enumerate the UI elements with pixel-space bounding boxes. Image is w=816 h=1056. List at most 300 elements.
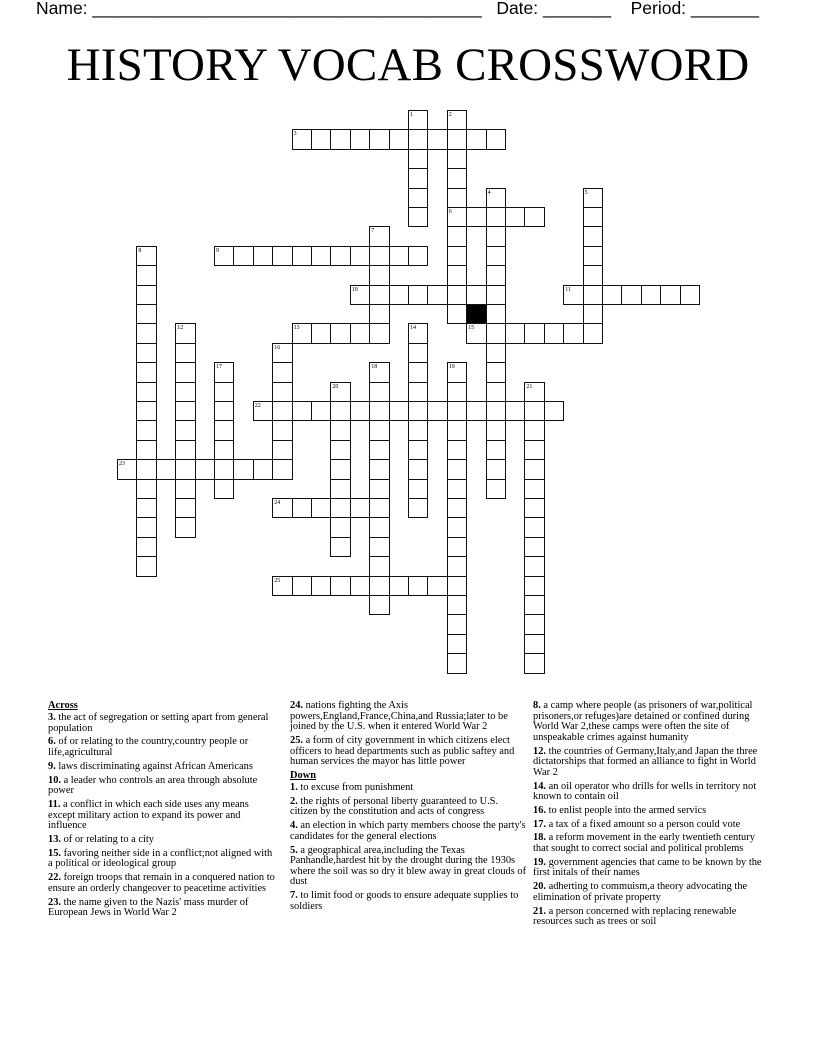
grid-cell[interactable]	[486, 129, 506, 149]
grid-cell[interactable]	[311, 246, 331, 266]
grid-cell[interactable]	[524, 653, 544, 673]
grid-cell[interactable]	[447, 498, 467, 518]
grid-cell[interactable]	[136, 479, 156, 499]
grid-cell[interactable]	[524, 420, 544, 440]
grid-cell[interactable]	[369, 226, 389, 246]
grid-cell[interactable]	[486, 362, 506, 382]
grid-cell[interactable]	[447, 149, 467, 169]
grid-cell[interactable]	[350, 401, 370, 421]
clue-number: 13	[293, 325, 300, 332]
name-field[interactable]: Name: ________________________________________	[36, 0, 482, 18]
grid-cell[interactable]	[272, 246, 292, 266]
down-clue	[533, 782, 769, 803]
grid-cell[interactable]	[486, 323, 506, 343]
grid-cell[interactable]	[680, 285, 700, 305]
grid-cell[interactable]	[583, 323, 603, 343]
grid-cell[interactable]	[175, 420, 195, 440]
grid-cell[interactable]	[408, 479, 428, 499]
grid-cell[interactable]	[330, 323, 350, 343]
grid-cell[interactable]	[447, 653, 467, 673]
grid-cell[interactable]	[486, 304, 506, 324]
clue-text: the act of segregation or setting apart from general population	[48, 712, 269, 734]
grid-cell[interactable]	[330, 498, 350, 518]
grid-cell[interactable]	[175, 440, 195, 460]
grid-cell[interactable]	[524, 207, 544, 227]
grid-cell[interactable]	[175, 382, 195, 402]
grid-cell[interactable]	[292, 401, 312, 421]
grid-cell[interactable]	[486, 401, 506, 421]
clue-number: 17	[216, 364, 222, 371]
clue-number-label: 23.	[48, 896, 61, 908]
grid-cell[interactable]	[350, 323, 370, 343]
grid-cell[interactable]	[486, 459, 506, 479]
clue-number-label: 21.	[533, 905, 546, 917]
grid-cell[interactable]	[292, 129, 312, 149]
clue-number-label: 10.	[48, 774, 61, 786]
across-clue	[48, 849, 276, 870]
clue-number-label: 18.	[533, 832, 546, 844]
clue-number-label: 22.	[48, 872, 61, 884]
grid-cell[interactable]	[447, 440, 467, 460]
grid-cell[interactable]	[408, 129, 428, 149]
grid-cell[interactable]	[447, 168, 467, 188]
clue-number: 9	[216, 247, 219, 254]
grid-cell[interactable]	[408, 149, 428, 169]
grid-cell[interactable]	[350, 576, 370, 596]
grid-cell[interactable]	[369, 440, 389, 460]
grid-cell[interactable]	[447, 207, 467, 227]
grid-cell[interactable]	[408, 246, 428, 266]
clue-number-label: 9.	[48, 760, 56, 772]
grid-cell[interactable]	[175, 517, 195, 537]
grid-cell[interactable]	[524, 576, 544, 596]
grid-cell[interactable]	[408, 459, 428, 479]
grid-cell[interactable]	[486, 420, 506, 440]
black-cell	[466, 304, 486, 324]
grid-cell[interactable]	[486, 226, 506, 246]
clue-number: 4	[487, 189, 491, 196]
grid-cell[interactable]	[136, 265, 156, 285]
clue-text: government agencies that came to be known by the first initals of their names	[533, 856, 762, 879]
grid-cell[interactable]	[466, 207, 486, 227]
grid-cell[interactable]	[369, 576, 389, 596]
across-clue	[48, 800, 276, 832]
grid-cell[interactable]	[583, 226, 603, 246]
grid-cell[interactable]	[447, 420, 467, 440]
across-clue	[48, 898, 276, 919]
clue-number: 21	[526, 383, 533, 390]
grid-cell[interactable]	[408, 498, 428, 518]
across-clue	[48, 713, 276, 734]
grid-cell[interactable]	[621, 285, 641, 305]
grid-cell[interactable]	[408, 382, 428, 402]
grid-cell[interactable]	[369, 420, 389, 440]
clue-text: a person concerned with replacing renewable resources such as trees or soil	[533, 905, 737, 928]
clue-number: 5	[584, 189, 588, 196]
grid-cell[interactable]	[427, 576, 447, 596]
grid-cell[interactable]	[583, 246, 603, 266]
grid-cell[interactable]	[524, 634, 544, 654]
grid-cell[interactable]	[292, 323, 312, 343]
grid-cell[interactable]	[583, 188, 603, 208]
clue-number-label: 3.	[48, 712, 56, 724]
grid-cell[interactable]	[447, 459, 467, 479]
grid-cell[interactable]	[447, 362, 467, 382]
grid-cell[interactable]	[214, 440, 234, 460]
grid-cell[interactable]	[369, 517, 389, 537]
grid-cell[interactable]	[311, 498, 331, 518]
grid-cell[interactable]	[311, 323, 331, 343]
grid-cell[interactable]	[369, 459, 389, 479]
date-field[interactable]: Date: _______	[496, 0, 612, 18]
clue-text: foreign troops that remain in a conquered nation to ensure an orderly changeover to peacetime activities	[48, 872, 275, 894]
across-clue	[48, 762, 276, 773]
clue-text: the name given to the Nazis' mass murder of European Jews in World War 2	[48, 896, 249, 919]
grid-cell[interactable]	[447, 304, 467, 324]
grid-cell[interactable]	[408, 440, 428, 460]
grid-cell[interactable]	[524, 614, 544, 634]
grid-cell[interactable]	[447, 614, 467, 634]
clue-text: an oil operator who drills for wells in territory not known to contain oil	[533, 780, 757, 803]
clue-number: 25	[274, 577, 281, 584]
grid-cell[interactable]	[583, 265, 603, 285]
grid-cell[interactable]	[330, 479, 350, 499]
grid-cell[interactable]	[369, 595, 389, 615]
grid-cell[interactable]	[330, 129, 350, 149]
down-clue	[290, 891, 528, 912]
grid-cell[interactable]	[524, 479, 544, 499]
grid-cell[interactable]	[136, 323, 156, 343]
clue-number: 15	[468, 325, 475, 332]
clue-text: favoring neither side in a conflict;not aligned with a political or ideological group	[48, 847, 273, 870]
grid-cell[interactable]	[524, 401, 544, 421]
grid-cell[interactable]	[486, 246, 506, 266]
clue-text: to excuse from punishment	[297, 782, 414, 794]
grid-cell[interactable]	[311, 129, 331, 149]
clue-number-label: 7.	[290, 890, 298, 902]
grid-cell[interactable]	[486, 188, 506, 208]
clue-text: nations fighting the Axis powers,England,France,China,and Russia;later to be joined by the U.S. when it entered World War 2	[290, 700, 508, 733]
clue-number: 3	[293, 131, 297, 138]
grid-cell[interactable]	[447, 595, 467, 615]
grid-cell[interactable]	[408, 207, 428, 227]
grid-cell[interactable]	[214, 479, 234, 499]
grid-cell[interactable]	[389, 401, 409, 421]
period-field[interactable]: Period: _______	[630, 0, 760, 18]
down-heading: Down	[290, 769, 316, 781]
grid-cell[interactable]	[447, 382, 467, 402]
grid-cell[interactable]	[350, 129, 370, 149]
grid-cell[interactable]	[408, 420, 428, 440]
grid-cell[interactable]	[350, 285, 370, 305]
clue-number-label: 4.	[290, 820, 298, 832]
grid-cell[interactable]	[486, 343, 506, 363]
clue-text: the countries of Germany,Italy,and Japan the three dictatorships that formed an alliance to fight in World War 2	[533, 745, 758, 778]
grid-cell[interactable]	[330, 246, 350, 266]
grid-cell[interactable]	[447, 537, 467, 557]
grid-cell[interactable]	[447, 517, 467, 537]
grid-cell[interactable]	[292, 576, 312, 596]
grid-cell[interactable]	[524, 517, 544, 537]
grid-cell[interactable]	[117, 459, 137, 479]
grid-cell[interactable]	[583, 207, 603, 227]
clue-number: 7	[371, 228, 375, 235]
grid-cell[interactable]	[136, 362, 156, 382]
grid-cell[interactable]	[369, 129, 389, 149]
clue-number-label: 11.	[48, 799, 61, 810]
grid-cell[interactable]	[272, 459, 292, 479]
grid-cell[interactable]	[524, 556, 544, 576]
grid-cell[interactable]	[524, 459, 544, 479]
grid-cell[interactable]	[524, 537, 544, 557]
grid-cell[interactable]	[447, 576, 467, 596]
grid-cell[interactable]	[505, 401, 525, 421]
grid-cell[interactable]	[214, 459, 234, 479]
grid-cell[interactable]	[214, 246, 234, 266]
grid-cell[interactable]	[544, 401, 564, 421]
grid-cell[interactable]	[272, 420, 292, 440]
grid-cell[interactable]	[505, 323, 525, 343]
clue-number-label: 14.	[533, 780, 546, 792]
grid-cell[interactable]	[272, 576, 292, 596]
clue-number: 10	[351, 286, 358, 293]
grid-cell[interactable]	[136, 304, 156, 324]
grid-cell[interactable]	[447, 226, 467, 246]
grid-cell[interactable]	[447, 110, 467, 130]
grid-cell[interactable]	[408, 168, 428, 188]
grid-cell[interactable]	[369, 479, 389, 499]
grid-cell[interactable]	[583, 304, 603, 324]
grid-cell[interactable]	[447, 634, 467, 654]
clue-number: 12	[177, 325, 184, 332]
grid-cell[interactable]	[272, 382, 292, 402]
clue-number-label: 5.	[290, 844, 298, 856]
grid-cell[interactable]	[175, 498, 195, 518]
clue-number-label: 16.	[533, 804, 546, 816]
grid-cell[interactable]	[369, 382, 389, 402]
grid-cell[interactable]	[369, 498, 389, 518]
grid-cell[interactable]	[486, 285, 506, 305]
grid-cell[interactable]	[136, 343, 156, 363]
grid-cell[interactable]	[311, 401, 331, 421]
grid-cell[interactable]	[214, 420, 234, 440]
grid-cell[interactable]	[175, 479, 195, 499]
grid-cell[interactable]	[641, 285, 661, 305]
grid-cell[interactable]	[369, 401, 389, 421]
grid-cell[interactable]	[427, 285, 447, 305]
grid-cell[interactable]	[272, 343, 292, 363]
grid-cell[interactable]	[524, 498, 544, 518]
grid-cell[interactable]	[466, 323, 486, 343]
grid-cell[interactable]	[389, 285, 409, 305]
grid-cell[interactable]	[136, 498, 156, 518]
clue-text: to limit food or goods to ensure adequate supplies to soldiers	[290, 890, 519, 912]
grid-cell[interactable]	[369, 246, 389, 266]
grid-cell[interactable]	[272, 362, 292, 382]
down-clue	[533, 907, 769, 928]
grid-cell[interactable]	[447, 265, 467, 285]
grid-cell[interactable]	[447, 556, 467, 576]
grid-cell[interactable]	[233, 459, 253, 479]
grid-cell[interactable]	[524, 323, 544, 343]
grid-cell[interactable]	[524, 382, 544, 402]
grid-cell[interactable]	[350, 246, 370, 266]
grid-cell[interactable]	[408, 188, 428, 208]
grid-cell[interactable]	[272, 401, 292, 421]
down-clue	[290, 846, 528, 888]
grid-cell[interactable]	[136, 285, 156, 305]
grid-cell[interactable]	[330, 401, 350, 421]
grid-cell[interactable]	[389, 246, 409, 266]
grid-cell[interactable]	[524, 440, 544, 460]
grid-cell[interactable]	[136, 537, 156, 557]
grid-cell[interactable]	[447, 285, 467, 305]
clue-text: a camp where people (as prisoners of war,political prisoners,or refuges)are detained or confined during World War 2,these camps were often the site of unspeakable crimes against humanity	[533, 700, 753, 743]
grid-cell[interactable]	[175, 459, 195, 479]
grid-cell[interactable]	[408, 285, 428, 305]
down-clue	[533, 858, 769, 879]
grid-cell[interactable]	[330, 382, 350, 402]
across-clue	[48, 873, 276, 894]
grid-cell[interactable]	[214, 382, 234, 402]
grid-cell[interactable]	[369, 556, 389, 576]
grid-cell[interactable]	[253, 246, 273, 266]
clue-number-label: 20.	[533, 881, 546, 893]
clue-number-label: 25.	[290, 734, 303, 746]
grid-cell[interactable]	[447, 246, 467, 266]
grid-cell[interactable]	[136, 459, 156, 479]
clue-text: an election in which party members choose the party's candidates for the general elections	[290, 820, 526, 842]
grid-cell[interactable]	[214, 362, 234, 382]
grid-cell[interactable]	[466, 285, 486, 305]
grid-cell[interactable]	[136, 382, 156, 402]
clue-text: a form of city government in which citizens elect officers to head departments such as public saftey and human services the mayor has little power	[290, 734, 515, 768]
grid-cell[interactable]	[136, 420, 156, 440]
clue-number: 8	[138, 247, 142, 254]
grid-cell[interactable]	[136, 517, 156, 537]
grid-cell[interactable]	[369, 285, 389, 305]
grid-cell[interactable]	[330, 576, 350, 596]
grid-cell[interactable]	[272, 440, 292, 460]
grid-cell[interactable]	[447, 129, 467, 149]
grid-cell[interactable]	[583, 285, 603, 305]
grid-cell[interactable]	[369, 304, 389, 324]
grid-cell[interactable]	[486, 382, 506, 402]
grid-cell[interactable]	[330, 517, 350, 537]
grid-cell[interactable]	[466, 129, 486, 149]
grid-cell[interactable]	[136, 556, 156, 576]
grid-cell[interactable]	[350, 498, 370, 518]
down-clue	[533, 806, 769, 817]
clue-number: 1	[410, 112, 413, 118]
clue-number-label: 1.	[290, 782, 298, 794]
grid-cell[interactable]	[427, 129, 447, 149]
clue-number-label: 2.	[290, 795, 298, 807]
grid-cell[interactable]	[369, 537, 389, 557]
grid-cell[interactable]	[253, 401, 273, 421]
grid-cell[interactable]	[330, 459, 350, 479]
grid-cell[interactable]	[544, 323, 564, 343]
grid-cell[interactable]	[214, 401, 234, 421]
grid-cell[interactable]	[369, 265, 389, 285]
grid-cell[interactable]	[175, 323, 195, 343]
grid-cell[interactable]	[175, 401, 195, 421]
grid-cell[interactable]	[369, 362, 389, 382]
grid-cell[interactable]	[447, 479, 467, 499]
grid-cell[interactable]	[175, 362, 195, 382]
grid-cell[interactable]	[408, 323, 428, 343]
grid-cell[interactable]	[486, 479, 506, 499]
clue-number-label: 15.	[48, 847, 61, 859]
grid-cell[interactable]	[156, 459, 176, 479]
grid-cell[interactable]	[369, 323, 389, 343]
grid-cell[interactable]	[524, 595, 544, 615]
grid-cell[interactable]	[195, 459, 215, 479]
grid-cell[interactable]	[486, 207, 506, 227]
clue-text: a reform movement in the early twentieth century that sought to correct social and political problems	[533, 832, 755, 855]
grid-cell[interactable]	[602, 285, 622, 305]
grid-cell[interactable]	[272, 498, 292, 518]
clue-number: 19	[448, 364, 455, 371]
clue-number: 11	[565, 286, 571, 293]
grid-cell[interactable]	[447, 401, 467, 421]
grid-cell[interactable]	[660, 285, 680, 305]
grid-cell[interactable]	[136, 440, 156, 460]
grid-cell[interactable]	[408, 362, 428, 382]
clue-number-label: 8.	[533, 700, 541, 711]
grid-cell[interactable]	[292, 246, 312, 266]
across-clue	[290, 701, 528, 733]
grid-cell[interactable]	[330, 440, 350, 460]
clue-text: a geographical area,including the Texas Panhandle,hardest hit by the drought during the 1930s where the soil was so dry it blew away in great clouds of dust	[290, 844, 527, 888]
grid-cell[interactable]	[466, 401, 486, 421]
grid-cell[interactable]	[447, 188, 467, 208]
grid-cell[interactable]	[486, 440, 506, 460]
across-clue	[48, 737, 276, 758]
clue-number-label: 13.	[48, 833, 61, 845]
grid-cell[interactable]	[505, 207, 525, 227]
grid-cell[interactable]	[427, 401, 447, 421]
grid-cell[interactable]	[330, 537, 350, 557]
grid-cell[interactable]	[563, 323, 583, 343]
grid-cell[interactable]	[136, 401, 156, 421]
grid-cell[interactable]	[408, 576, 428, 596]
grid-cell[interactable]	[292, 498, 312, 518]
grid-cell[interactable]	[408, 343, 428, 363]
grid-cell[interactable]	[389, 129, 409, 149]
grid-cell[interactable]	[408, 110, 428, 130]
across-clue	[290, 736, 528, 768]
clue-number: 14	[410, 325, 416, 332]
clue-number: 22	[254, 403, 261, 409]
grid-cell[interactable]	[311, 576, 331, 596]
grid-cell[interactable]	[563, 285, 583, 305]
grid-cell[interactable]	[175, 343, 195, 363]
grid-cell[interactable]	[486, 265, 506, 285]
clue-number-label: 17.	[533, 818, 546, 830]
grid-cell[interactable]	[233, 246, 253, 266]
grid-cell[interactable]	[389, 576, 409, 596]
grid-cell[interactable]	[136, 246, 156, 266]
grid-cell[interactable]	[408, 401, 428, 421]
grid-cell[interactable]	[253, 459, 273, 479]
clue-text: a conflict in which each side uses any means except military action to expand its power and influence	[48, 799, 249, 832]
clue-number-label: 6.	[48, 736, 56, 748]
clue-text: a tax of a fixed amount so a person could vote	[546, 818, 741, 830]
grid-cell[interactable]	[330, 420, 350, 440]
clue-text: of or relating to the country,country people or life,agricultural	[48, 736, 249, 759]
clues-column-3	[533, 701, 769, 931]
